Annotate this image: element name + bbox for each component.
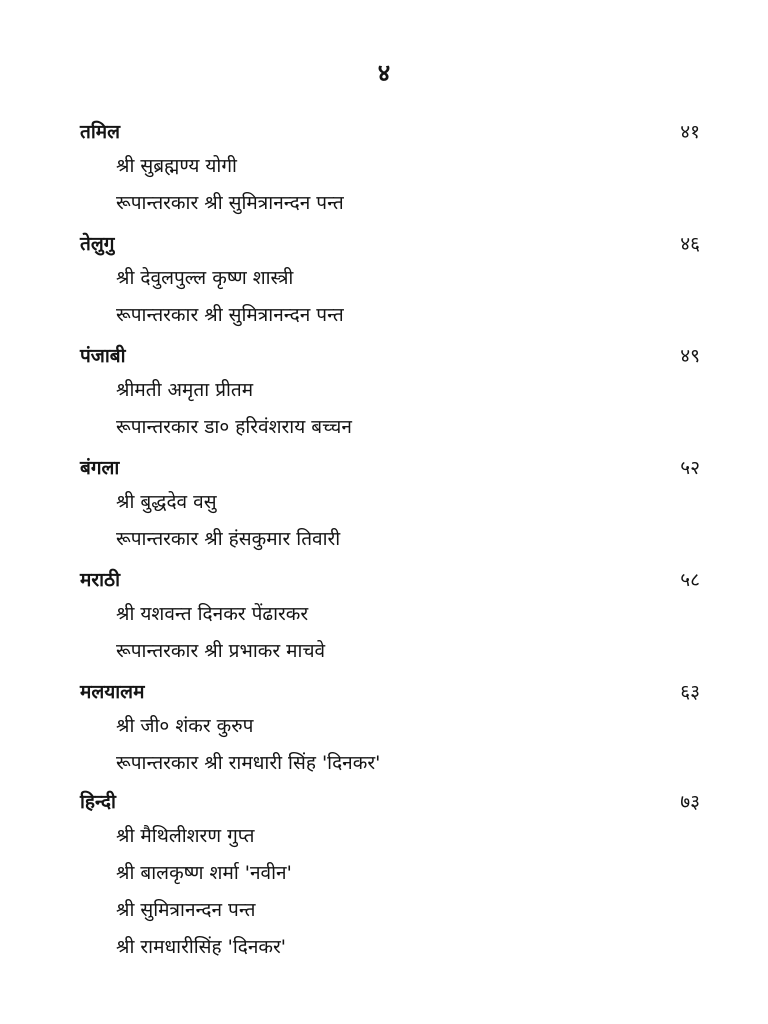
entry-page-number: ५८ xyxy=(680,569,700,591)
language-heading: तमिल xyxy=(80,121,120,143)
language-heading: पंजाबी xyxy=(80,345,126,367)
author-line: श्री यशवन्त दिनकर पेंढारकर xyxy=(116,603,309,625)
translator-line: रूपान्तरकार श्री रामधारी सिंह 'दिनकर' xyxy=(116,752,381,774)
entry-page-number: ५२ xyxy=(680,457,700,479)
author-line: श्री सुब्रह्मण्य योगी xyxy=(116,155,237,177)
page-number: ४ xyxy=(377,59,391,87)
language-heading: मराठी xyxy=(80,569,121,591)
author-line: श्री बुद्धदेव वसु xyxy=(116,491,217,513)
language-heading: बंगला xyxy=(80,457,120,479)
toc-section-punjabi xyxy=(80,342,700,446)
translator-line: रूपान्तरकार श्री प्रभाकर माचवे xyxy=(116,640,326,662)
toc-section-bangla xyxy=(80,454,700,558)
toc-section-telugu xyxy=(80,230,700,334)
toc-section-tamil xyxy=(80,118,700,222)
translator-line: रूपान्तरकार डा० हरिवंशराय बच्चन xyxy=(116,416,352,438)
toc-section-marathi xyxy=(80,566,700,670)
translator-line: रूपान्तरकार श्री सुमित्रानन्दन पन्त xyxy=(116,192,344,214)
language-heading: तेलुगु xyxy=(80,233,115,255)
author-line: श्रीमती अमृता प्रीतम xyxy=(116,379,254,401)
entry-page-number: ७३ xyxy=(680,791,700,813)
author-line: श्री रामधारीसिंह 'दिनकर' xyxy=(116,936,287,958)
translator-line: रूपान्तरकार श्री हंसकुमार तिवारी xyxy=(116,528,341,550)
entry-page-number: ४९ xyxy=(680,345,700,367)
entry-page-number: ६३ xyxy=(680,681,700,703)
author-line: श्री देवुलपुल्ल कृष्ण शास्त्री xyxy=(116,267,294,289)
toc-section-malayalam xyxy=(80,678,700,782)
author-line: श्री बालकृष्ण शर्मा 'नवीन' xyxy=(116,862,292,884)
author-line: श्री मैथिलीशरण गुप्त xyxy=(116,825,255,847)
author-line: श्री जी० शंकर कुरुप xyxy=(116,715,254,737)
language-heading: मलयालम xyxy=(80,681,145,703)
entry-page-number: ४१ xyxy=(680,121,700,143)
translator-line: रूपान्तरकार श्री सुमित्रानन्दन पन्त xyxy=(116,304,344,326)
language-heading: हिन्दी xyxy=(80,791,116,813)
entry-page-number: ४६ xyxy=(680,233,700,255)
toc-section-hindi xyxy=(80,788,700,966)
author-line: श्री सुमित्रानन्दन पन्त xyxy=(116,899,256,921)
